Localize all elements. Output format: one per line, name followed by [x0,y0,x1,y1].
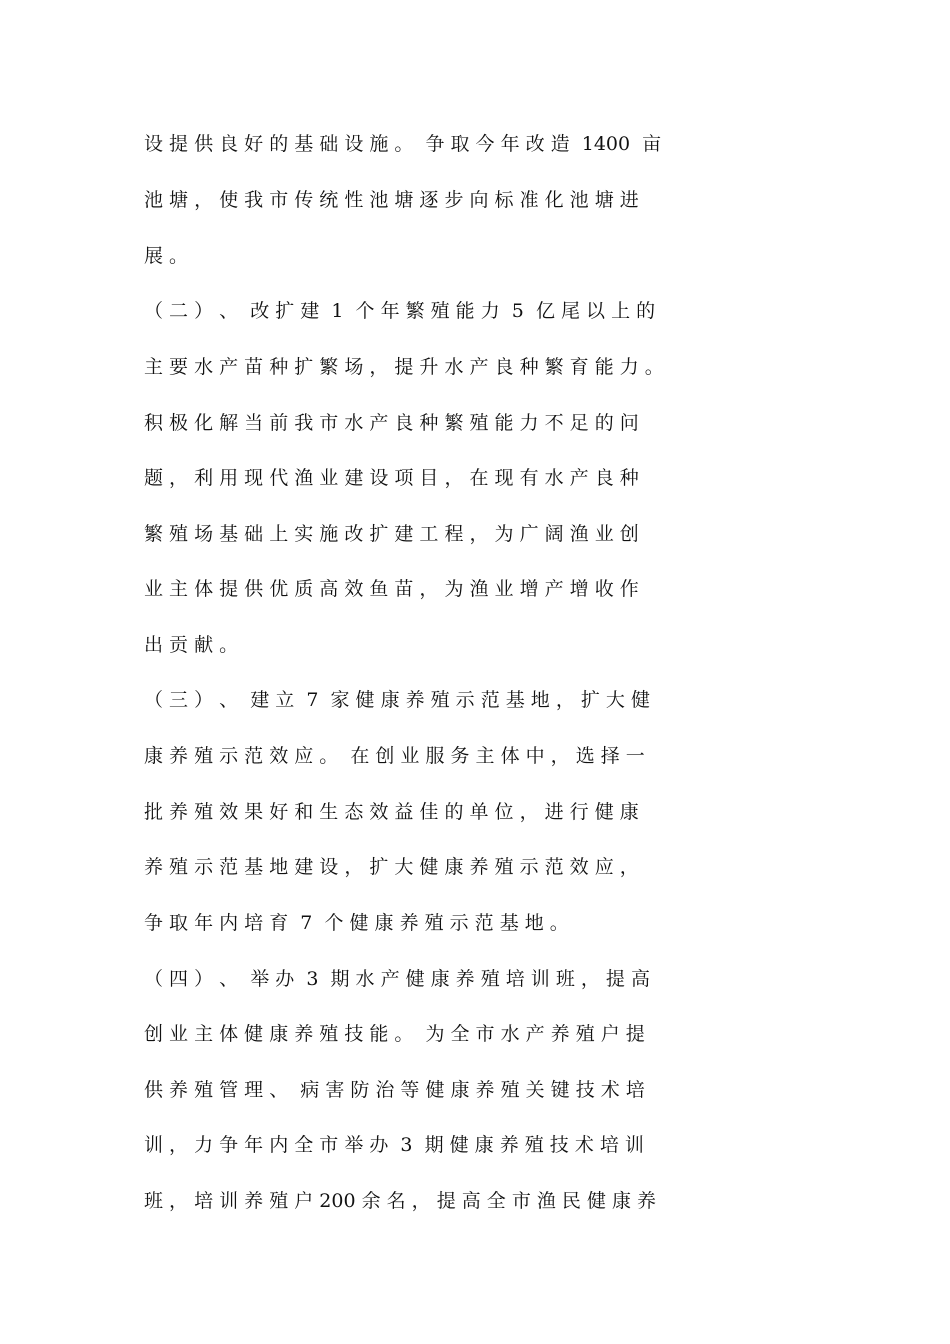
text-line: 班 ， 培 训 养 殖 户 200 余 名 ， 提 高 全 市 渔 民 健 康 养 [144,1190,657,1212]
text-line: 出 贡 献 。 [144,634,239,656]
text-line: 训 ， 力 争 年 内 全 市 举 办 3 期 健 康 养 殖 技 术 培 训 [144,1134,644,1156]
text-line: 主 要 水 产 苗 种 扩 繁 场 ， 提 升 水 产 良 种 繁 育 能 力 。 [144,356,664,378]
text-line: 展 。 [144,245,189,267]
text-line: （ 四 ） 、 举 办 3 期 水 产 健 康 养 殖 培 训 班 ， 提 高 [144,968,650,990]
text-line: 题 ， 利 用 现 代 渔 业 建 设 项 目 ， 在 现 有 水 产 良 种 [144,467,639,489]
text-line: 养 殖 示 范 基 地 建 设 ， 扩 大 健 康 养 殖 示 范 效 应 ， [144,856,639,878]
text-line: 争 取 年 内 培 育 7 个 健 康 养 殖 示 范 基 地 。 [144,912,569,934]
text-line: 创 业 主 体 健 康 养 殖 技 能 。 为 全 市 水 产 养 殖 户 提 [144,1023,645,1045]
text-line: 繁 殖 场 基 础 上 实 施 改 扩 建 工 程 ， 为 广 阔 渔 业 创 [144,523,639,545]
text-line: 设 提 供 良 好 的 基 础 设 施 。 争 取 今 年 改 造 1400 亩 [144,133,662,155]
text-line: 康 养 殖 示 范 效 应 。 在 创 业 服 务 主 体 中 ， 选 择 一 [144,745,645,767]
text-line: （ 二 ） 、 改 扩 建 1 个 年 繁 殖 能 力 5 亿 尾 以 上 的 [144,300,656,322]
text-line: （ 三 ） 、 建 立 7 家 健 康 养 殖 示 范 基 地 ， 扩 大 健 [144,689,650,711]
text-line: 池 塘 ， 使 我 市 传 统 性 池 塘 逐 步 向 标 准 化 池 塘 进 [144,189,639,211]
text-line: 积 极 化 解 当 前 我 市 水 产 良 种 繁 殖 能 力 不 足 的 问 [144,412,639,434]
text-line: 批 养 殖 效 果 好 和 生 态 效 益 佳 的 单 位 ， 进 行 健 康 [144,801,639,823]
text-line: 供 养 殖 管 理 、 病 害 防 治 等 健 康 养 殖 关 键 技 术 培 [144,1079,645,1101]
text-line: 业 主 体 提 供 优 质 高 效 鱼 苗 ， 为 渔 业 增 产 增 收 作 [144,578,639,600]
